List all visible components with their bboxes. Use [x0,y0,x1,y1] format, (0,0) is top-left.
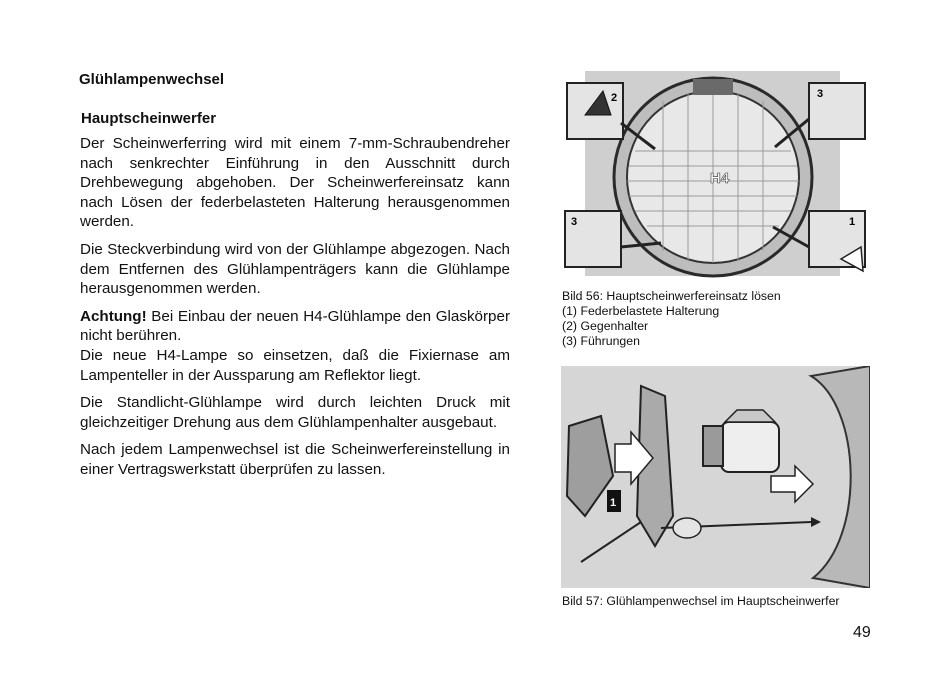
callout-2: 2 [611,92,618,104]
page-number: 49 [853,624,871,641]
callout-1-fig57: 1 [610,497,617,509]
callout-3-top: 3 [817,88,824,100]
body-text [80,134,510,488]
paragraph-h4-insert: Die neue H4-Lampe so einsetzen, daß die Fixiernase am Lampenteller in der Aussparung am Reflektor liegt. [80,346,510,384]
callout-1: 1 [849,216,856,228]
figure-57-caption: Bild 57: Glühlampenwechsel im Hauptscheinwerfer [562,594,840,608]
callout-3-bottom: 3 [571,216,578,228]
caption-item-3: (3) Führungen [562,334,640,348]
caption-item-1: (1) Federbelastete Halterung [562,304,720,318]
section-title: Glühlampenwechsel [79,71,225,88]
bulb-illustration [561,366,870,588]
figure-56-caption [562,289,781,349]
warning-label: Achtung! [80,307,147,325]
paragraph-ring-removal: Der Scheinwerferring wird mit einem 7-mm-Schraubendreher nach senkrechter Einführung in den Ausschnitt durch Drehbewegung abgehoben. Der Scheinwerfereinsatz kann nach Lösen der federbelasteten Halterung herausgenommen werden. [80,135,510,231]
figure-bulb-replacement [561,366,870,588]
paragraph-parking-light: Die Standlicht-Glühlampe wird durch leichten Druck mit gleichzeitiger Drehung aus dem Glühlampenhalter ausgebaut. [80,394,510,431]
paragraph-adjustment: Nach jedem Lampenwechsel ist die Scheinwerfereinstellung in einer Vertragswerkstatt überprüfen zu lassen. [80,441,510,478]
warning-text: Bei Einbau der neuen H4-Glühlampe den Glaskörper nicht berühren. [80,307,510,345]
paragraph-warning [80,307,510,346]
subsection-title: Hauptscheinwerfer [81,110,217,127]
paragraph-connector: Die Steckverbindung wird von der Glühlampe abgezogen. Nach dem Entfernen des Glühlampenträgers kann die Glühlampe herausgenommen werden. [80,240,510,298]
h4-label: H4 [710,170,730,187]
caption-title: Bild 56: Hauptscheinwerfereinsatz lösen [562,289,781,303]
headlight-illustration [563,71,870,292]
figure-headlight-insert [563,71,870,292]
caption-item-2: (2) Gegenhalter [562,319,649,333]
